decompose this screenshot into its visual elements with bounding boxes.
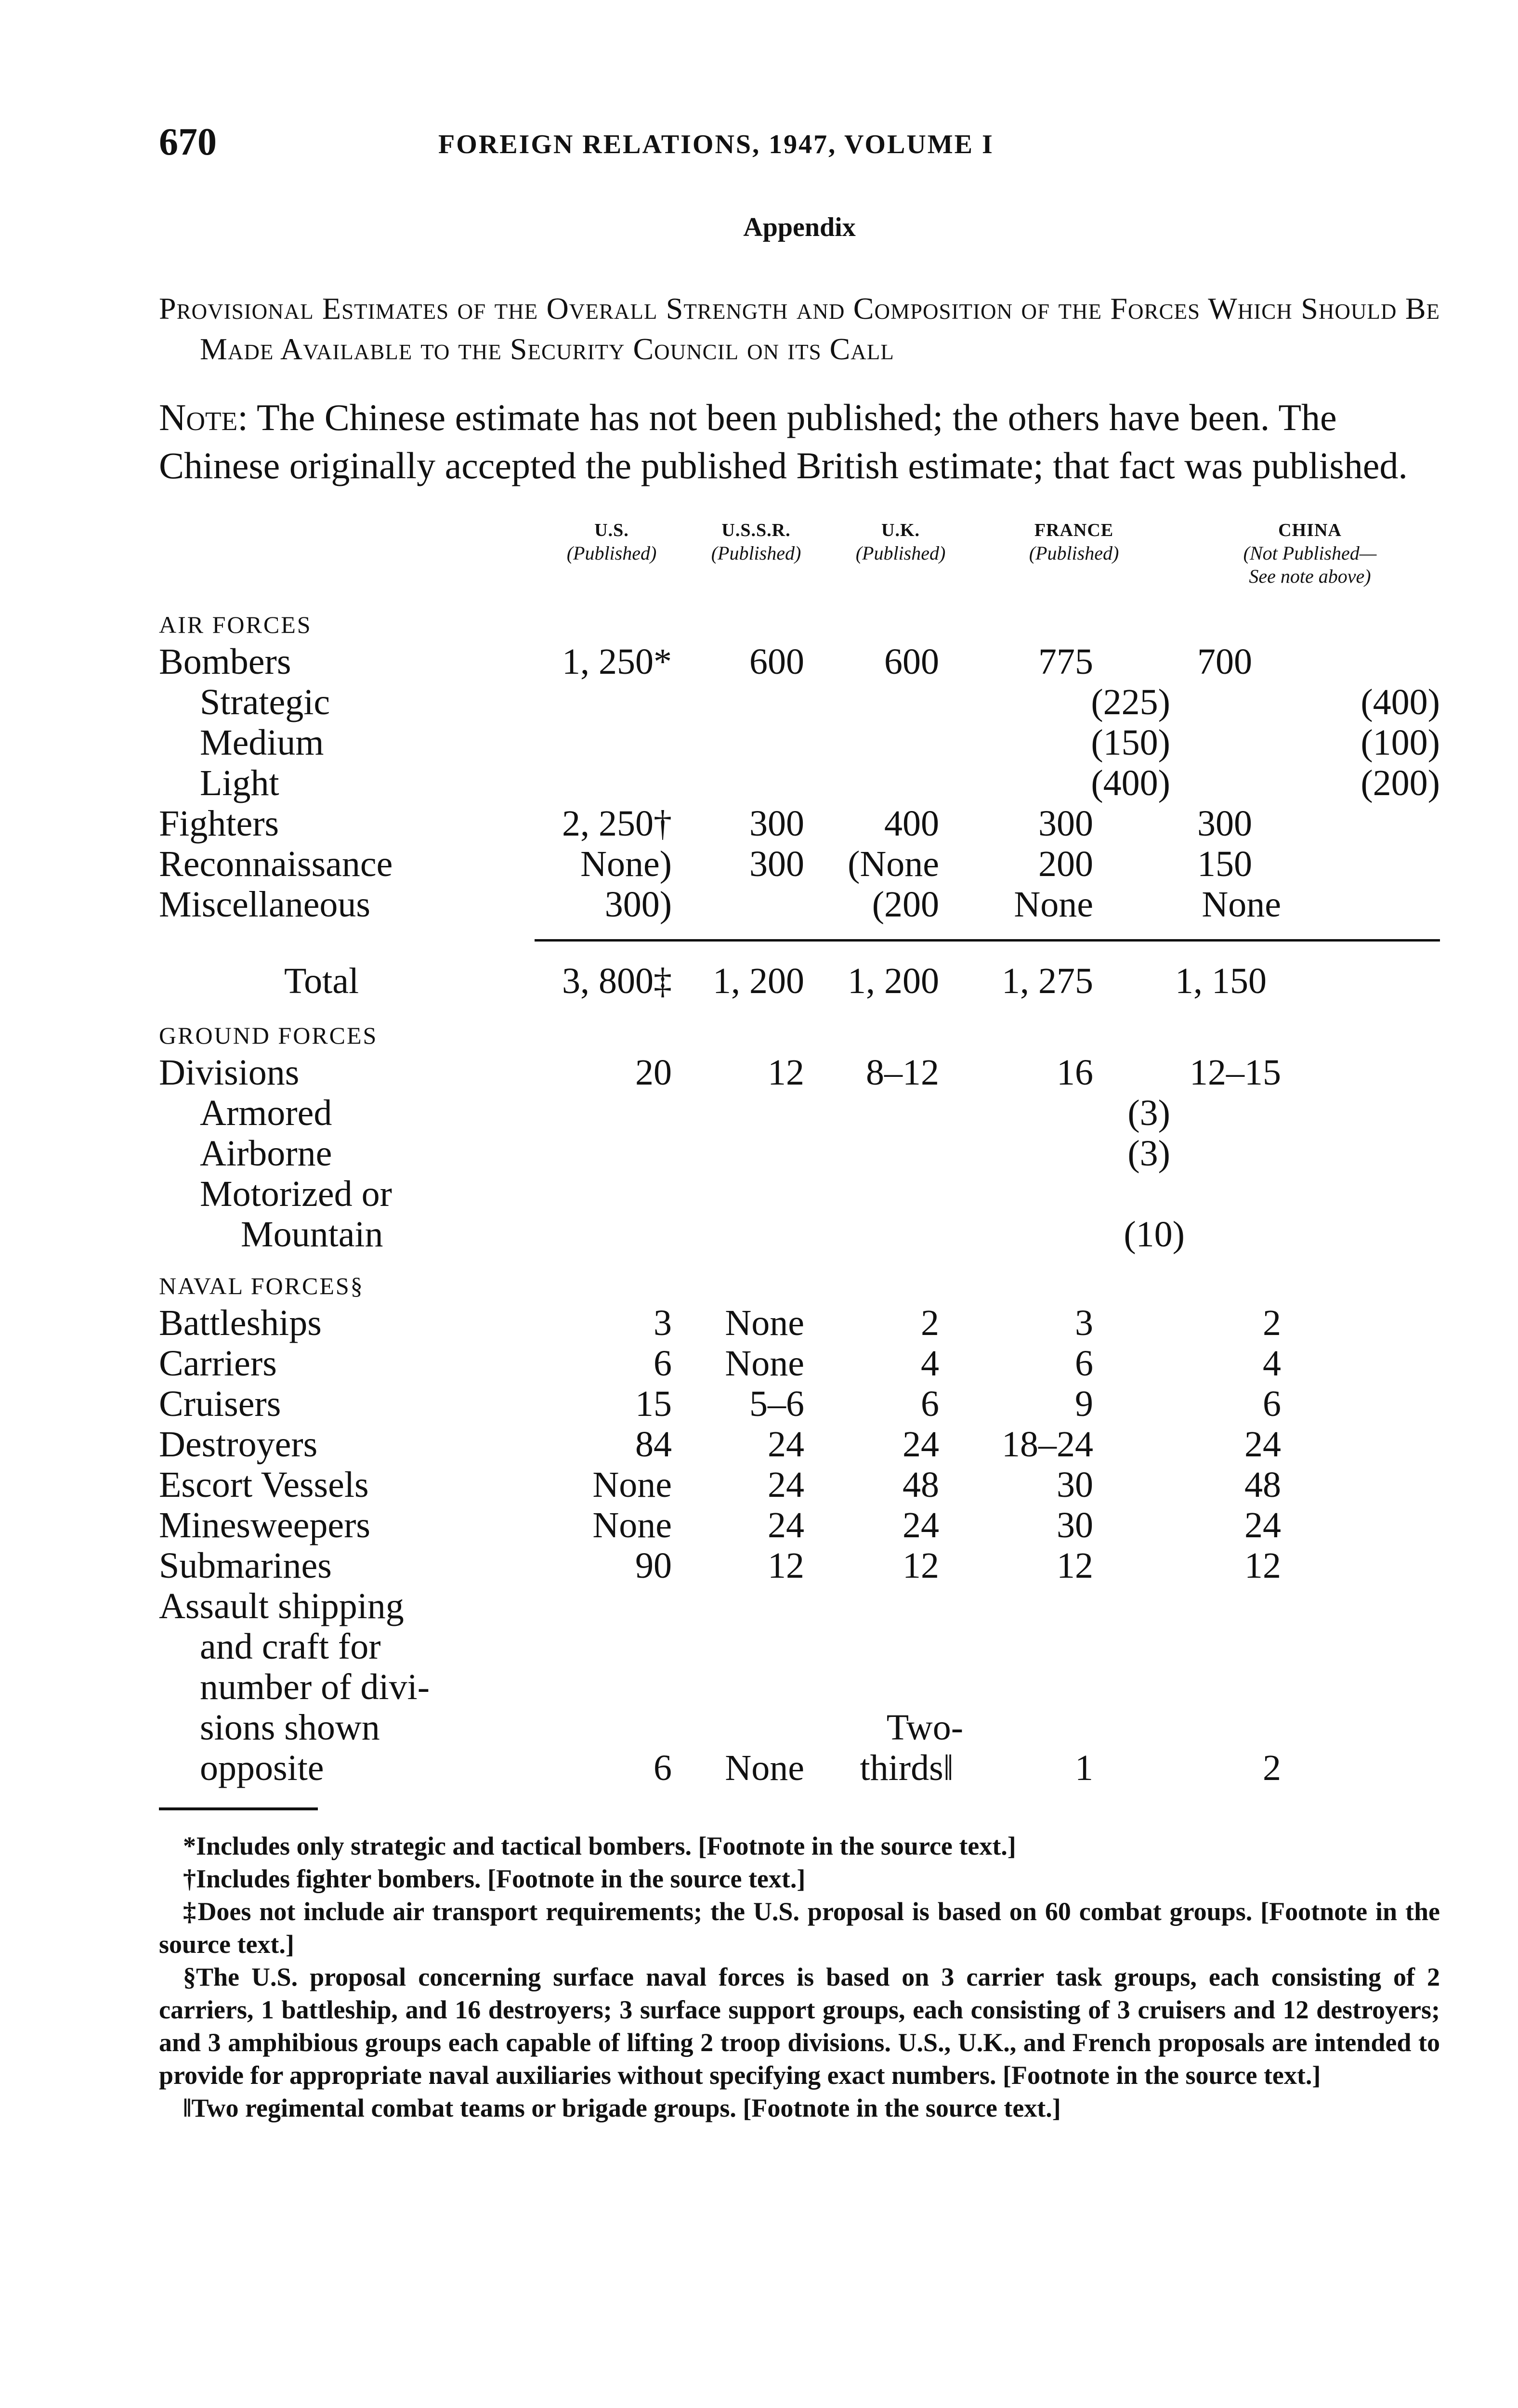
footnote: ‡Does not include air transport requirements; the U.S. proposal is based on 60 combat groups. [Footnote in the source text.]: [159, 1897, 1440, 1959]
column-header-uk: U.K. (Published): [855, 520, 946, 564]
table-row: Escort Vessels None 24 48 30 48: [159, 1465, 1281, 1505]
table-row: Bombers 1, 250* 600 600 700 775: [159, 641, 1252, 682]
footnote: †Includes fighter bombers. [Footnote in the source text.]: [183, 1864, 806, 1893]
table-row: Mountain (10): [241, 1214, 1185, 1255]
table-row: Medium (150) (100): [200, 722, 1440, 763]
column-header-us: U.S. (Published): [566, 520, 657, 564]
column-header-ussr: U.S.S.R. (Published): [711, 520, 801, 564]
running-title: FOREIGN RELATIONS, 1947, VOLUME I: [438, 130, 994, 159]
forces-table: [159, 519, 1440, 1788]
note-label: Note:: [159, 396, 248, 438]
footnote: §The U.S. proposal concerning surface naval forces is based on 3 carrier task groups, each consisting of 2 carriers, 1 battleship, and 16 destroyers; 3 surface support groups, each consisting of 3 cruisers and 12 destroyers; and 3 amphibious groups each capable of lifting 2 troop divisions. U.S., U.K., and French proposals are intended to provide for appropriate naval auxiliaries without specifying exact numbers. [Footnote in the source text.]: [159, 1963, 1440, 2090]
table-row: Assault shipping: [159, 1586, 404, 1626]
footnotes: [159, 1830, 1440, 2124]
footnote-rule: [159, 1807, 318, 1810]
column-headers: [159, 519, 1440, 603]
table-row: Minesweepers None 24 24 30 24: [159, 1505, 1281, 1545]
table-row: Airborne (3): [200, 1133, 1170, 1174]
table-row-total: Total 3, 800‡ 1, 200 1, 200 1, 275 1, 150: [284, 961, 1267, 1001]
table-row: Fighters 2, 250† 300 400 300 300: [159, 803, 1252, 844]
page-number: 670: [159, 121, 217, 163]
note-paragraph: [159, 393, 1440, 490]
table-row: number of divi-: [200, 1667, 430, 1707]
table-row: and craft for: [200, 1626, 381, 1667]
section-naval-forces: NAVAL FORCES§: [159, 1272, 364, 1299]
section-ground-forces: GROUND FORCES: [159, 1022, 378, 1049]
note-text: The Chinese estimate has not been published; the others have been. The Chinese originally accepted the published British estimate; that fact was published.: [159, 396, 1408, 486]
footnote: ‖Two regimental combat teams or brigade groups. [Footnote in the source text.]: [183, 2094, 1061, 2122]
table-row: Miscellaneous 300) (200 None None: [159, 884, 1281, 925]
section-air-forces: AIR FORCES: [159, 611, 312, 638]
column-header-china: CHINA (Not Published— See note above): [1243, 520, 1377, 587]
table-row: Divisions 20 12 8–12 16 12–15: [159, 1052, 1281, 1093]
column-header-france: FRANCE (Published): [1029, 520, 1119, 564]
total-rule: [535, 939, 1440, 942]
table-row: Reconnaissance None) 300 (None 200 150: [159, 844, 1252, 884]
table-row: Cruisers 15 5–6 6 9 6: [159, 1384, 1281, 1424]
table-row: Armored (3): [200, 1093, 1170, 1133]
table-row: Destroyers 84 24 24 18–24 24: [159, 1424, 1281, 1465]
table-row: opposite 6 None thirds‖ 1 2: [200, 1748, 1281, 1788]
table-row: Submarines 90 12 12 12 12: [159, 1545, 1281, 1586]
table-row: Strategic (225) (400): [200, 682, 1440, 722]
document-title: Provisional Estimates of the Overall Strength and Composition of the Forces Which Should Be Made Available to the Security Council on its Call: [159, 291, 1440, 366]
running-head: [159, 120, 1440, 173]
table-row: Battleships 3 None 2 3 2: [159, 1303, 1281, 1343]
table-row: Carriers 6 None 4 6 4: [159, 1343, 1281, 1384]
table-row: Light (400) (200): [200, 763, 1440, 803]
table-row: Motorized or: [200, 1174, 392, 1214]
appendix-label: Appendix: [743, 212, 856, 242]
table-row: sions shown Two-: [200, 1707, 963, 1748]
document-page: [159, 120, 1440, 2124]
footnote: *Includes only strategic and tactical bombers. [Footnote in the source text.]: [183, 1832, 1016, 1860]
